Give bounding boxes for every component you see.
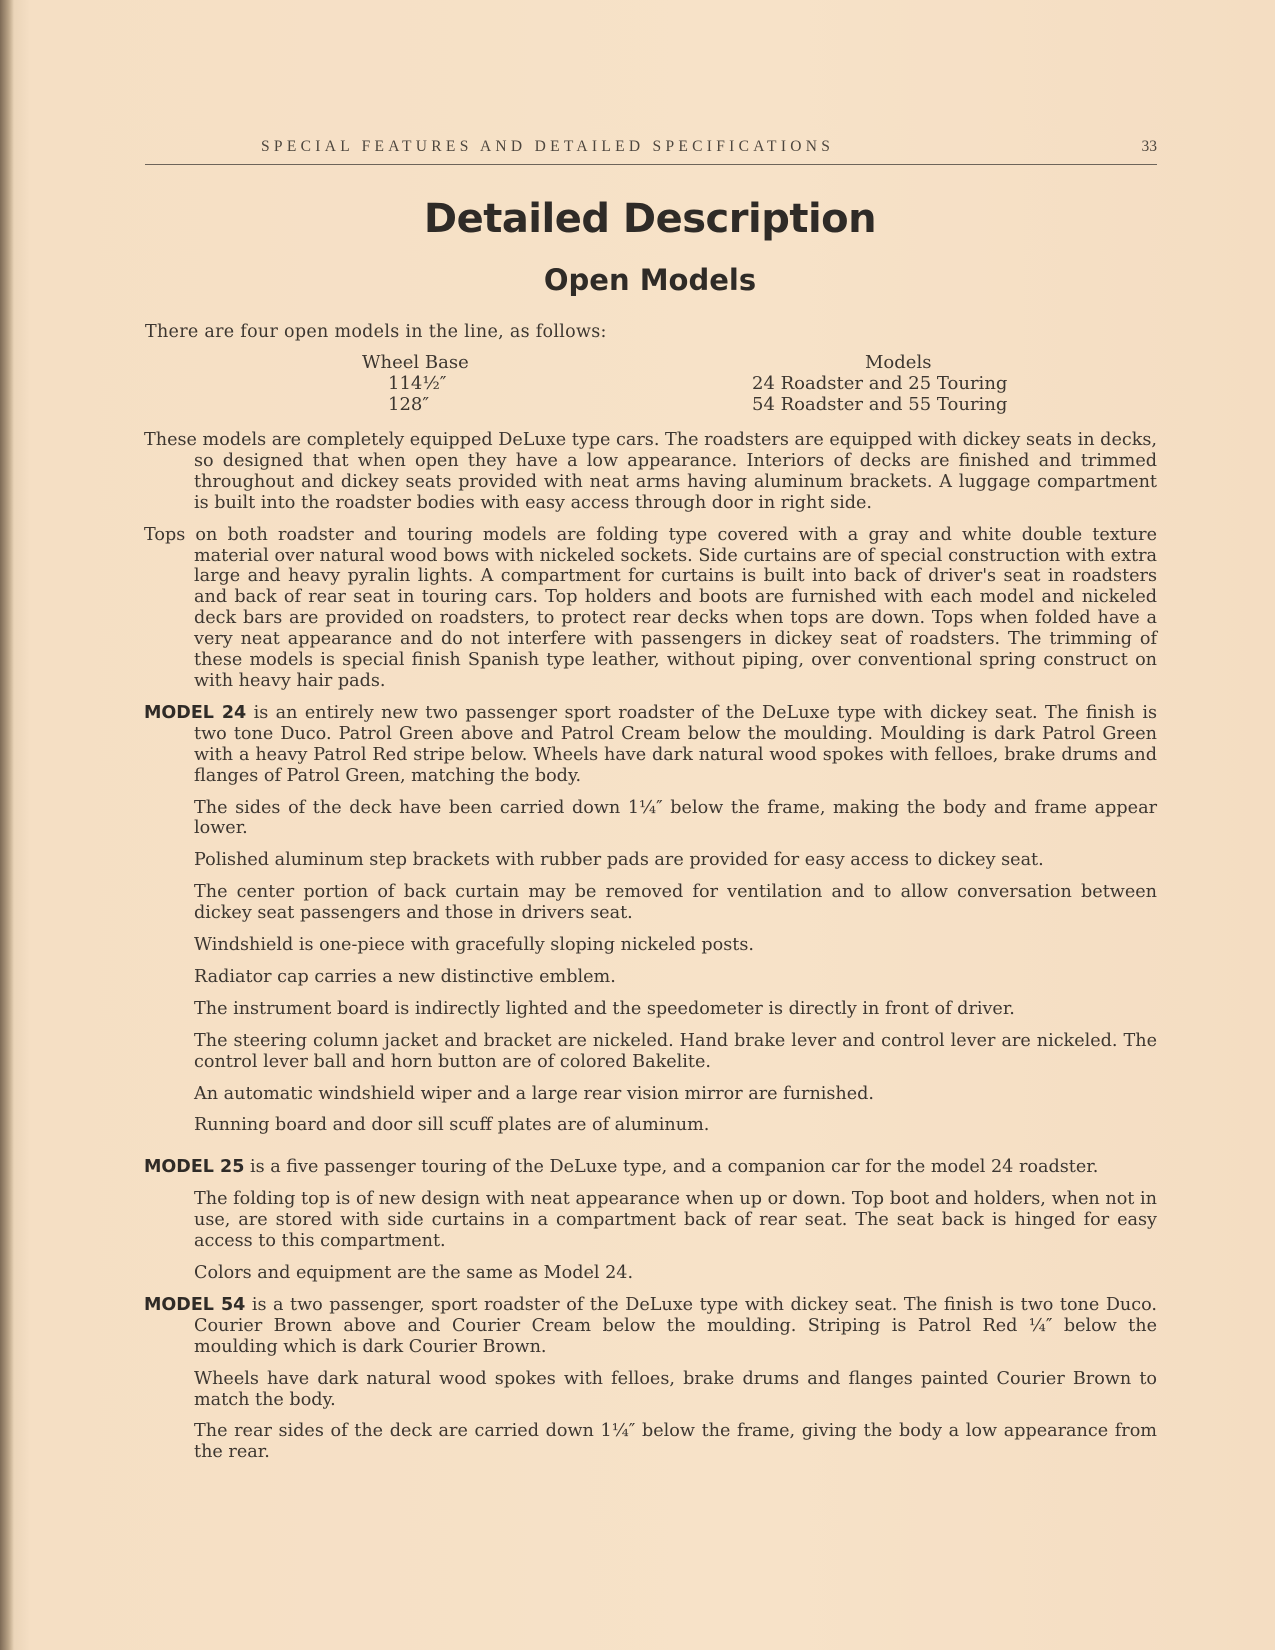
running-header <box>145 138 1157 165</box>
models-value: 24 Roadster and 25 Touring <box>752 373 1008 394</box>
model-54-text: is a two passenger, sport roadster of the DeLuxe type with dickey seat. The finish is two tone Duco. Courier Brown above and Courier Cream below the moulding. Striping is Patrol Red ¼″ below the moulding which is dark Courier Brown. <box>194 1294 1157 1357</box>
paragraph-tops: Tops on both roadster and touring models are folding type covered with a gray and white double texture material over natural wood bows with nickeled sockets. Side curtains are of special construction with extra large and heavy pyralin lights. A compartment for curtains is built into back of driver's seat in roadsters and back of rear seat in touring cars. Top holders and boots are furnished with each model and nickeled deck bars are provided on roadsters, to protect rear decks when tops are down. Tops when folded have a very neat appearance and do not interfere with passengers in dickey seat of roadsters. The trimming of these models is special finish Spanish type leather, without piping, over conventional spring construct on with heavy hair pads. <box>144 524 1157 691</box>
model-24-text: is an entirely new two passenger sport roadster of the DeLuxe type with dickey seat. The finish is two tone Duco. Patrol Green above and Patrol Cream below the moulding. Moulding is dark Patrol Green with a heavy Patrol Red stripe below. Wheels have dark natural wood spokes with felloes, brake drums and flanges of Patrol Green, matching the body. <box>194 702 1157 786</box>
page-title: Detailed Description <box>423 196 877 242</box>
model-25-detail: The folding top is of new design with neat appearance when up or down. Top boot and holders, when not in use, are stored with side curtains in a compartment back of rear seat. The seat back is hinged for easy access to this compartment. <box>194 1189 1157 1252</box>
model-25-text: is a five passenger touring of the DeLuxe type, and a companion car for the model 24 roadster. <box>244 1157 1099 1178</box>
model-24-detail: The sides of the deck have been carried down 1¼″ below the frame, making the body and frame appear lower. <box>194 797 1157 839</box>
wheel-base-header: Wheel Base <box>362 352 469 373</box>
model-54-detail: Wheels have dark natural wood spokes with felloes, brake drums and flanges painted Courier Brown to match the body. <box>194 1368 1157 1410</box>
model-24-label: MODEL 24 <box>144 702 247 723</box>
body-text <box>144 430 1157 1474</box>
model-24-intro <box>144 703 1157 787</box>
wheel-base-value: 114½″ <box>388 373 447 394</box>
model-25-detail: Colors and equipment are the same as Model 24. <box>194 1263 634 1283</box>
models-value: 54 Roadster and 55 Touring <box>752 394 1008 415</box>
model-25-intro <box>144 1157 1157 1178</box>
model-24-detail: Polished aluminum step brackets with rubber pads are provided for easy access to dickey seat. <box>194 850 1044 871</box>
model-24-detail: Running board and door sill scuff plates are of aluminum. <box>194 1115 710 1136</box>
page-number: 33 <box>1141 138 1157 155</box>
page-subtitle: Open Models <box>543 263 757 297</box>
wheel-base-value: 128″ <box>388 394 430 415</box>
model-24-detail: The steering column jacket and bracket are nickeled. Hand brake lever and control lever are nickeled. The control lever ball and horn button are of colored Bakelite. <box>194 1030 1157 1072</box>
header-title: SPECIAL FEATURES AND DETAILED SPECIFICATIONS <box>261 138 835 155</box>
model-24-detail: The center portion of back curtain may be removed for ventilation and to allow conversation between dickey seat passengers and those in drivers seat. <box>194 882 1157 924</box>
book-binding <box>0 0 14 1650</box>
paragraph-deluxe-equipment: These models are completely equipped DeLuxe type cars. The roadsters are equipped with dickey seats in decks, so designed that when open they have a low appearance. Interiors of decks are finished and trimmed throughout and dickey seats provided with neat arms having aluminum brackets. A luggage compartment is built into the roadster bodies with easy access through door in right side. <box>144 430 1157 513</box>
model-54-label: MODEL 54 <box>144 1294 246 1315</box>
model-24-detail: Windshield is one-piece with gracefully sloping nickeled posts. <box>194 935 754 956</box>
model-54-intro <box>144 1295 1157 1358</box>
model-25-label: MODEL 25 <box>144 1157 245 1178</box>
model-24-detail: The instrument board is indirectly lighted and the speedometer is directly in front of driver. <box>194 998 1015 1019</box>
model-24-detail: An automatic windshield wiper and a large rear vision mirror are furnished. <box>194 1083 875 1104</box>
model-54-detail: The rear sides of the deck are carried down 1¼″ below the frame, giving the body a low appearance from the rear. <box>194 1421 1157 1463</box>
intro-text: There are four open models in the line, as follows: <box>145 322 607 342</box>
models-header: Models <box>865 352 932 373</box>
model-24-detail: Radiator cap carries a new distinctive emblem. <box>194 966 616 987</box>
